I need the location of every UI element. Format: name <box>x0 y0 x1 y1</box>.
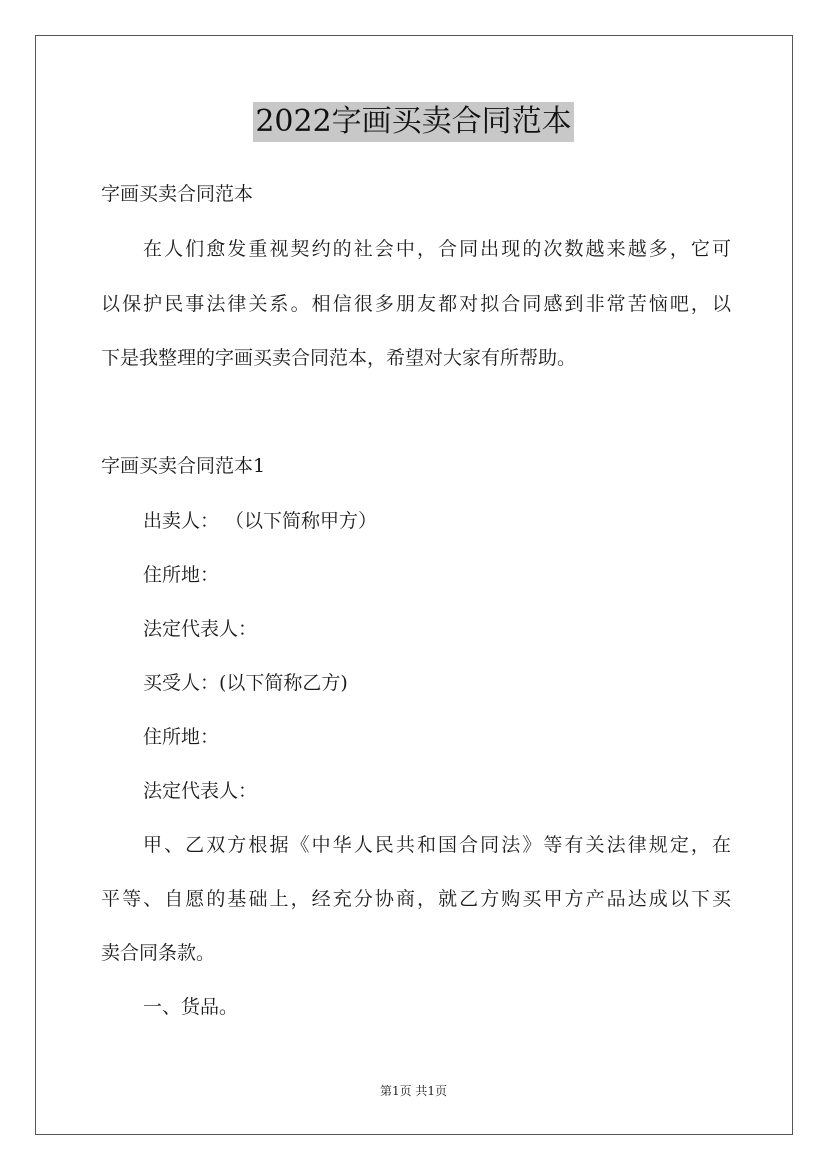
page-number: 第1页 共1页 <box>379 1084 448 1098</box>
paragraph-line: 卖合同条款。 <box>101 942 216 964</box>
paragraph-line: 下是我整理的字画买卖合同范本，希望对大家有所帮助。 <box>101 347 577 369</box>
paragraph-line: 甲、乙双方根据《中华人民共和国合同法》等有关法律规定，在 <box>143 834 731 856</box>
title-container <box>0 102 827 142</box>
address-field: 住所地： <box>143 564 220 586</box>
legal-rep-field: 法定代表人： <box>143 618 258 640</box>
clause-heading: 一、货品。 <box>143 996 239 1018</box>
seller-field: 出卖人： （以下简称甲方） <box>143 510 378 532</box>
section-heading: 字画买卖合同范本1 <box>101 455 266 477</box>
paragraph-line: 平等、自愿的基础上，经充分协商，就乙方购买甲方产品达成以下买 <box>101 888 731 910</box>
paragraph-line: 在人们愈发重视契约的社会中，合同出现的次数越来越多，它可 <box>143 238 731 260</box>
section-heading: 字画买卖合同范本 <box>101 183 254 205</box>
legal-rep-field: 法定代表人： <box>143 780 258 802</box>
buyer-field: 买受人：(以下简称乙方) <box>143 672 348 694</box>
paragraph-line: 以保护民事法律关系。相信很多朋友都对拟合同感到非常苦恼吧，以 <box>101 293 731 315</box>
document-title[interactable]: 2022字画买卖合同范本 <box>253 102 573 142</box>
address-field: 住所地： <box>143 726 220 748</box>
